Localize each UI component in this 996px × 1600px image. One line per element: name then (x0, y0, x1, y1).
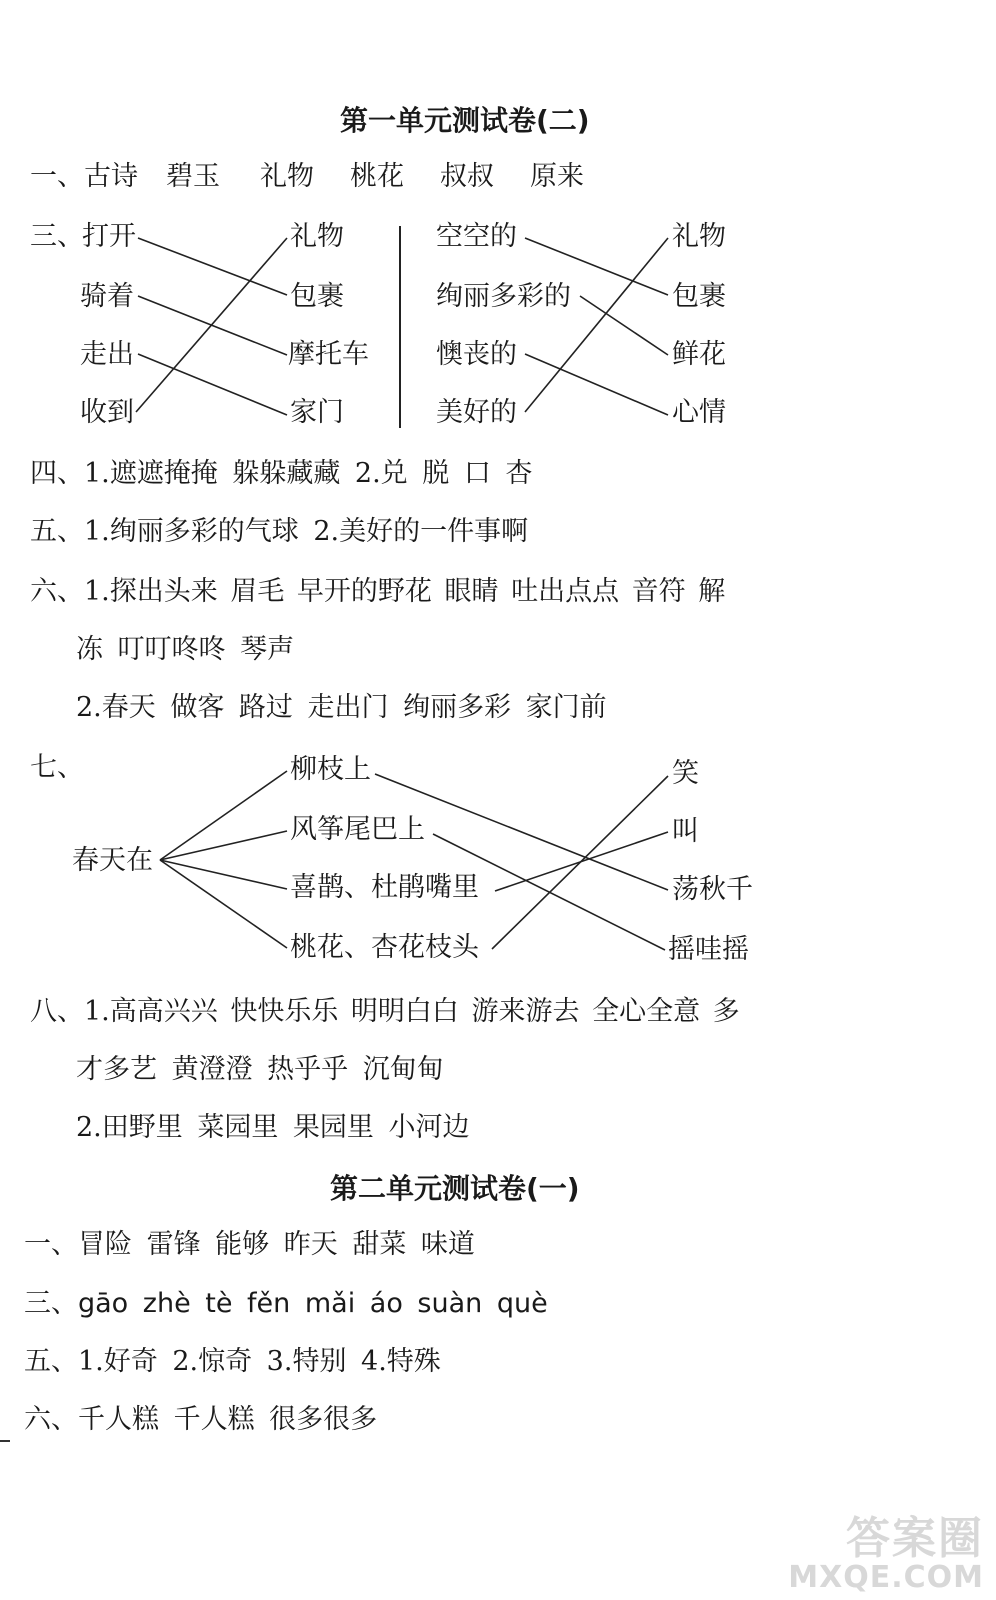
watermark-line1: 答案圈 (846, 1513, 984, 1564)
q7-action: 荡秋千 (672, 874, 753, 905)
q3-line-open-package (138, 238, 287, 295)
q3-right-word: 美好的 (436, 397, 517, 428)
q3-left-target: 摩托车 (288, 339, 369, 370)
q3-line-colorful-flowers (580, 296, 668, 355)
q3-left-word: 打开 (82, 221, 136, 252)
q3-left-target: 礼物 (290, 221, 344, 252)
s1-q1-item: 碧玉 (166, 161, 220, 192)
s1-q1-item: 原来 (530, 161, 584, 192)
s1-q8-line1: 八、1.高高兴兴 快快乐乐 明明白白 游来游去 全心全意 多 (30, 996, 740, 1027)
watermark-line2: MXQE.COM (788, 1560, 984, 1595)
q3-line-empty-package (525, 238, 668, 295)
q3-left-target: 家门 (290, 397, 344, 428)
q3-line-ride-motorbike (138, 296, 287, 355)
q3-left-target: 包裹 (290, 281, 344, 312)
s1-q8-line3: 2.田野里 菜园里 果园里 小河边 (76, 1112, 470, 1143)
q7-line-willow-swing (375, 774, 668, 890)
q7-action: 叫 (672, 816, 699, 847)
s1-q8-line2: 才多艺 黄澄澄 热乎乎 沉甸甸 (76, 1054, 444, 1085)
q7-subject: 春天在 (72, 845, 153, 876)
q3-left-word: 收到 (80, 397, 134, 428)
q3-line-dejected-mood (525, 354, 668, 415)
q7-fan-line (160, 860, 287, 889)
s1-q4: 四、1.遮遮掩掩 躲躲藏藏 2.兑 脱 口 杏 (30, 458, 533, 489)
q7-fan-line (160, 831, 287, 860)
s1-q1-label: 一、古诗 (30, 161, 138, 192)
q7-action: 笑 (672, 758, 699, 789)
s1-q6-line2: 冻 叮叮咚咚 琴声 (76, 634, 295, 665)
s1-q6-line3: 2.春天 做客 路过 走出门 绚丽多彩 家门前 (76, 692, 607, 723)
section2-title: 第二单元测试卷(一) (330, 1172, 580, 1205)
s1-q5: 五、1.绚丽多彩的气球 2.美好的一件事啊 (30, 516, 529, 547)
q7-line-blossom-laugh (492, 776, 668, 949)
q3-line-receive-gift (136, 238, 287, 412)
s2-q5: 五、1.好奇 2.惊奇 3.特别 4.特殊 (24, 1346, 441, 1377)
q3-right-word: 空空的 (436, 221, 517, 252)
s2-q3: 三、gāo zhè tè fěn mǎi áo suàn què (24, 1288, 548, 1319)
s1-q1-item: 叔叔 (440, 161, 494, 192)
s1-q7-label: 七、 (30, 752, 84, 783)
q3-left-word: 走出 (80, 339, 134, 370)
q3-line-nice-gift (525, 238, 668, 412)
q3-right-target: 礼物 (672, 221, 726, 252)
q3-right-word: 懊丧的 (436, 339, 517, 370)
s2-q1: 一、冒险 雷锋 能够 昨天 甜菜 味道 (24, 1229, 475, 1260)
q7-place: 喜鹊、杜鹃嘴里 (290, 872, 479, 903)
q3-right-word: 绚丽多彩的 (436, 281, 571, 312)
s1-q1-item: 桃花 (350, 161, 404, 192)
q7-place: 柳枝上 (290, 754, 371, 785)
q3-right-target: 心情 (672, 397, 726, 428)
s1-q3-label: 三、 (30, 221, 84, 252)
q3-right-target: 鲜花 (672, 339, 726, 370)
q7-fan-line (160, 771, 287, 860)
s1-q6-line1: 六、1.探出头来 眉毛 早开的野花 眼睛 吐出点点 音符 解 (30, 576, 726, 607)
q7-place: 桃花、杏花枝头 (290, 932, 479, 963)
section1-title: 第一单元测试卷(二) (340, 104, 590, 137)
q7-place: 风筝尾巴上 (290, 814, 425, 845)
s2-q6: 六、千人糕 千人糕 很多很多 (24, 1404, 378, 1435)
q7-fan-line (160, 860, 287, 948)
q3-right-target: 包裹 (672, 281, 726, 312)
s1-q1-item: 礼物 (260, 161, 314, 192)
q7-action: 摇哇摇 (668, 934, 749, 965)
q3-left-word: 骑着 (80, 281, 134, 312)
watermark (788, 1513, 984, 1595)
